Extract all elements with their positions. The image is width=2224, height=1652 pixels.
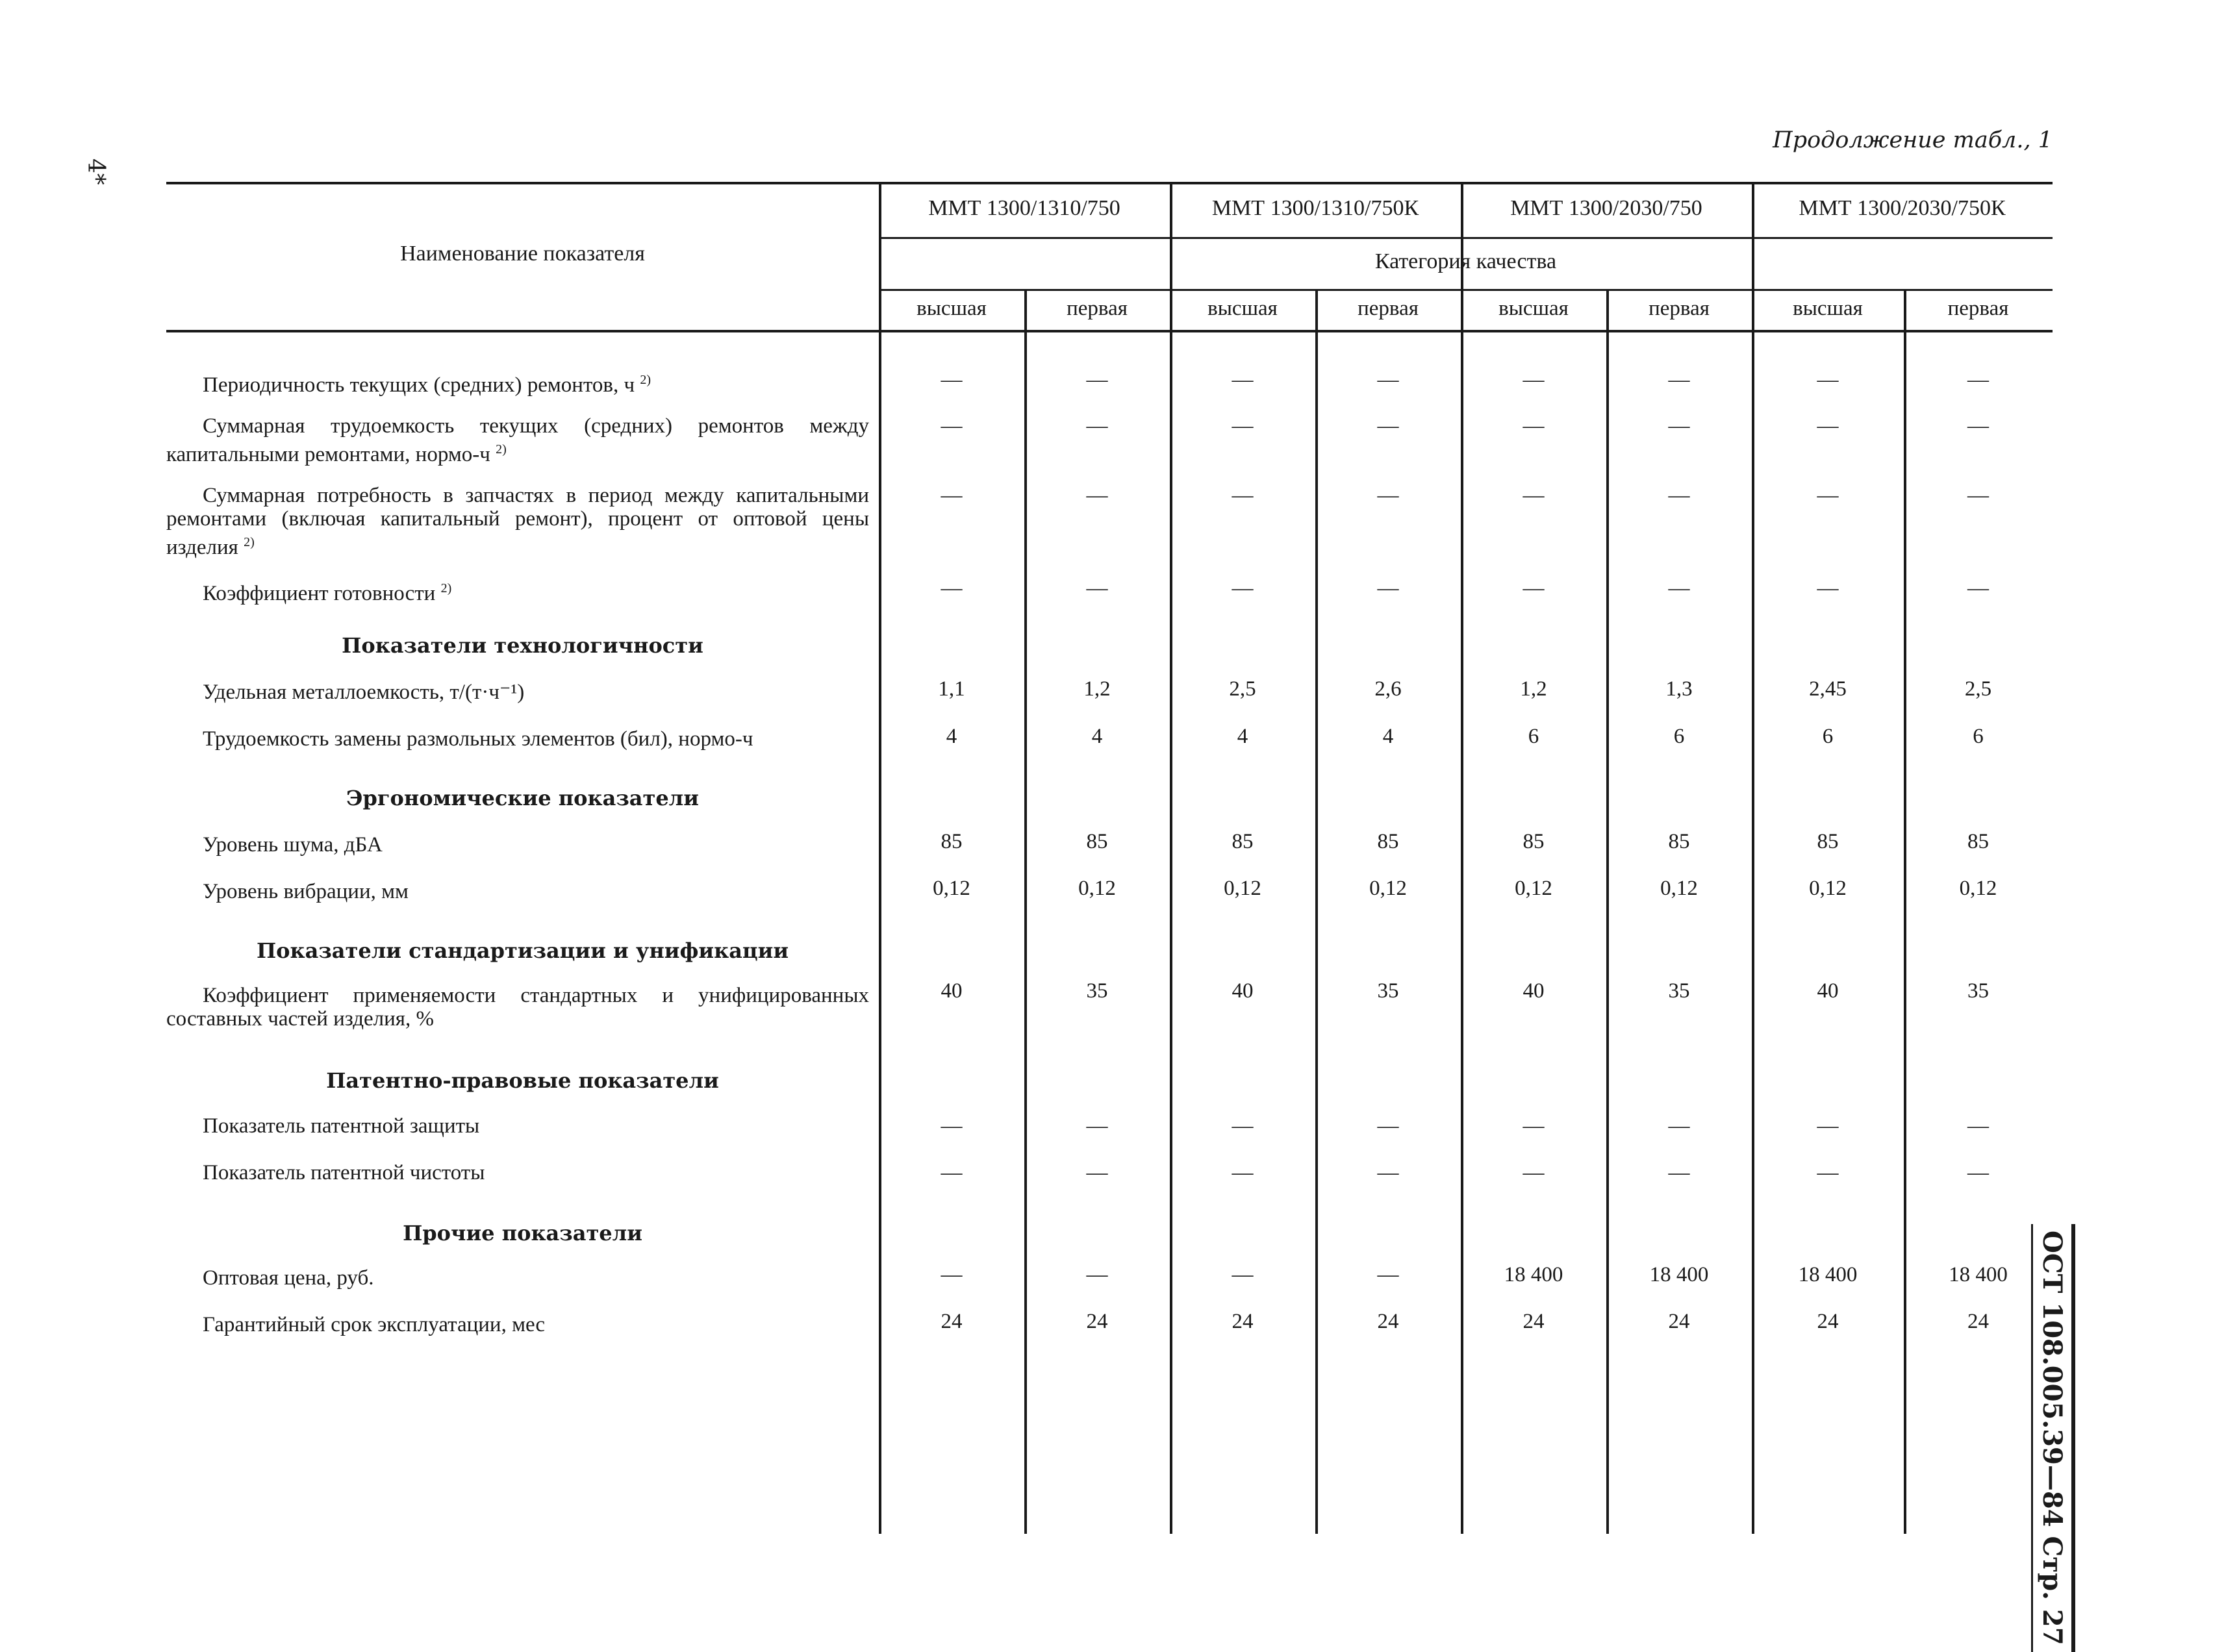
table-cell: — — [941, 1263, 963, 1286]
table-cell: 1,3 — [1665, 677, 1693, 701]
table-cell: 0,12 — [1660, 877, 1698, 900]
table-cell: 24 — [1086, 1310, 1108, 1333]
table-cell: — — [1523, 484, 1545, 507]
grade-header: высшая — [1207, 297, 1278, 320]
table-continuation-caption: Продолжение табл., 1 — [1773, 127, 2053, 153]
table-cell: 85 — [941, 830, 963, 853]
row-label: Удельная металлоемкость, т/(т·ч⁻¹) — [203, 681, 525, 704]
table-cell: 85 — [1817, 830, 1839, 853]
table-cell: — — [1377, 1161, 1399, 1184]
table-cell: — — [1232, 1114, 1254, 1138]
table-cell: — — [1523, 1161, 1545, 1184]
section-heading: Показатели технологичности — [342, 633, 703, 658]
table-cell: 0,12 — [933, 877, 970, 900]
section-heading: Патентно-правовые показатели — [326, 1068, 719, 1093]
table-cell: 0,12 — [1369, 877, 1407, 900]
table-cell: 35 — [1377, 979, 1399, 1003]
row-label: Коэффициент применяемости стандартных и унифицированных составных частей изделия, % — [166, 984, 869, 1031]
table-cell: 4 — [1237, 725, 1248, 748]
table-cell: 1,2 — [1083, 677, 1111, 701]
table-cell: 6 — [1973, 725, 1984, 748]
table-cell: — — [1377, 414, 1399, 438]
table-cell: 24 — [1523, 1310, 1545, 1333]
table-cell: — — [1967, 577, 1989, 600]
row-label: Суммарная трудоемкость текущих (средних) ремонтов между капитальными ремонтами, нормо-ч $^{2)}$ — [166, 414, 869, 466]
column-rule-2 — [1024, 291, 1027, 1534]
table-cell: 6 — [1822, 725, 1834, 748]
table-cell: 6 — [1673, 725, 1685, 748]
header-rule-category — [879, 289, 2053, 291]
table-cell: — — [1232, 414, 1254, 438]
table-cell: — — [1817, 1114, 1839, 1138]
table-cell: — — [1086, 1263, 1108, 1286]
table-cell: — — [1232, 368, 1254, 392]
model-header-3: ММТ 1300/2030/750 — [1510, 196, 1702, 220]
table-cell: — — [1668, 1114, 1690, 1138]
table-cell: — — [1967, 368, 1989, 392]
table-cell: 4 — [946, 725, 957, 748]
table-cell: 40 — [941, 979, 963, 1003]
table-cell: 85 — [1668, 830, 1690, 853]
grade-header: высшая — [1498, 297, 1569, 320]
table-cell: — — [1817, 1161, 1839, 1184]
row-label: Уровень вибрации, мм — [203, 880, 409, 903]
table-cell: — — [1967, 1161, 1989, 1184]
table-cell: — — [1086, 414, 1108, 438]
table-cell: 18 400 — [1949, 1263, 2008, 1286]
table-cell: 85 — [1523, 830, 1545, 853]
section-heading: Прочие показатели — [403, 1221, 642, 1245]
row-label: Показатель патентной защиты — [203, 1114, 480, 1138]
grade-header: первая — [1947, 297, 2009, 320]
quality-category-header: Категория качества — [1374, 249, 1557, 273]
table-cell: — — [1377, 1114, 1399, 1138]
table-cell: — — [1523, 577, 1545, 600]
table-cell: — — [1377, 368, 1399, 392]
table-cell: — — [941, 1114, 963, 1138]
table-cell: 35 — [1967, 979, 1989, 1003]
table-cell: — — [941, 577, 963, 600]
table-cell: 18 400 — [1649, 1263, 1709, 1286]
row-label: Периодичность текущих (средних) ремонтов, ч $^{2)}$ — [203, 373, 651, 397]
table-cell: 2,45 — [1809, 677, 1847, 701]
table-cell: — — [1086, 1114, 1108, 1138]
table-cell: 24 — [1817, 1310, 1839, 1333]
grade-header: первая — [1649, 297, 1710, 320]
table-cell: — — [1232, 484, 1254, 507]
table-cell: 85 — [1377, 830, 1399, 853]
grade-header: высшая — [916, 297, 987, 320]
table-cell: — — [1967, 1114, 1989, 1138]
table-cell: 24 — [1967, 1310, 1989, 1333]
table-cell: 4 — [1091, 725, 1103, 748]
table-cell: — — [1817, 484, 1839, 507]
table-cell: 35 — [1086, 979, 1108, 1003]
grade-header: первая — [1358, 297, 1419, 320]
table-cell: 18 400 — [1504, 1263, 1563, 1286]
table-cell: 0,12 — [1515, 877, 1552, 900]
table-cell: 0,12 — [1224, 877, 1261, 900]
table-cell: — — [1086, 1161, 1108, 1184]
row-label: Гарантийный срок эксплуатации, мес — [203, 1313, 546, 1336]
section-heading: Показатели стандартизации и унификации — [256, 938, 789, 963]
table-cell: — — [1668, 414, 1690, 438]
table-cell: 85 — [1086, 830, 1108, 853]
table-cell: — — [1817, 368, 1839, 392]
table-cell: 40 — [1817, 979, 1839, 1003]
grade-header: высшая — [1793, 297, 1863, 320]
model-header-4: ММТ 1300/2030/750К — [1799, 196, 2006, 220]
table-cell: 40 — [1232, 979, 1254, 1003]
table-cell: 0,12 — [1078, 877, 1116, 900]
table-cell: — — [1232, 577, 1254, 600]
table-cell: — — [1668, 1161, 1690, 1184]
column-rule-4 — [1315, 291, 1318, 1534]
table-cell: — — [1523, 414, 1545, 438]
table-top-rule — [166, 182, 2053, 184]
table-cell: — — [1377, 1263, 1399, 1286]
row-label: Уровень шума, дБА — [203, 833, 383, 857]
table-cell: — — [1668, 484, 1690, 507]
table-cell: 85 — [1232, 830, 1254, 853]
table-cell: — — [1377, 577, 1399, 600]
table-cell: 0,12 — [1809, 877, 1847, 900]
table-cell: — — [1232, 1263, 1254, 1286]
table-cell: 24 — [1232, 1310, 1254, 1333]
table-cell: — — [1967, 414, 1989, 438]
column-rule-8 — [1904, 291, 1906, 1534]
table-cell: — — [1668, 577, 1690, 600]
table-cell: 2,5 — [1229, 677, 1256, 701]
table-cell: 2,6 — [1374, 677, 1402, 701]
row-label: Суммарная потребность в запчастях в период между капитальными ремонтами (включая капитальный ремонт), процент от оптовой цены изделия $^{2)}$ — [166, 484, 869, 559]
table-cell: 2,5 — [1964, 677, 1992, 701]
table-cell: — — [1967, 484, 1989, 507]
row-label: Коэффициент готовности $^{2)}$ — [203, 581, 452, 605]
table-cell: 18 400 — [1798, 1263, 1858, 1286]
name-column-header: Наименование показателя — [400, 242, 645, 266]
table-cell: — — [1086, 368, 1108, 392]
table-cell: — — [1817, 577, 1839, 600]
table-cell: — — [1668, 368, 1690, 392]
table-cell: — — [1232, 1161, 1254, 1184]
header-bottom-rule — [166, 330, 2053, 332]
table-cell: — — [941, 414, 963, 438]
table-cell: — — [1086, 484, 1108, 507]
column-rule-6 — [1606, 291, 1609, 1534]
table-cell: 85 — [1967, 830, 1989, 853]
table-cell: 35 — [1668, 979, 1690, 1003]
table-cell: 0,12 — [1959, 877, 1997, 900]
row-label: Трудоемкость замены размольных элементов (бил), нормо-ч — [203, 727, 753, 751]
table-cell: 6 — [1528, 725, 1539, 748]
model-header-1: ММТ 1300/1310/750 — [928, 196, 1120, 220]
section-heading: Эргономические показатели — [346, 786, 699, 810]
table-cell: — — [1523, 368, 1545, 392]
row-label: Показатель патентной чистоты — [203, 1161, 485, 1184]
page-mark: 4* — [82, 158, 109, 185]
document-side-label: ОСТ 108.005.39—84 Стр. 27 — [2031, 1224, 2075, 1652]
table-cell: — — [941, 484, 963, 507]
table-cell: — — [1086, 577, 1108, 600]
table-cell: — — [941, 368, 963, 392]
header-rule-models — [879, 237, 2053, 239]
row-label: Оптовая цена, руб. — [203, 1266, 374, 1290]
table-cell: 1,1 — [938, 677, 965, 701]
table-cell: 4 — [1382, 725, 1394, 748]
model-header-2: ММТ 1300/1310/750К — [1211, 196, 1419, 220]
table-cell: 1,2 — [1520, 677, 1547, 701]
table-cell: 40 — [1523, 979, 1545, 1003]
table-cell: 24 — [1377, 1310, 1399, 1333]
table-cell: 24 — [941, 1310, 963, 1333]
table-cell: — — [941, 1161, 963, 1184]
table-cell: 24 — [1668, 1310, 1690, 1333]
table-cell: — — [1817, 414, 1839, 438]
table-cell: — — [1523, 1114, 1545, 1138]
grade-header: первая — [1067, 297, 1128, 320]
table-cell: — — [1377, 484, 1399, 507]
